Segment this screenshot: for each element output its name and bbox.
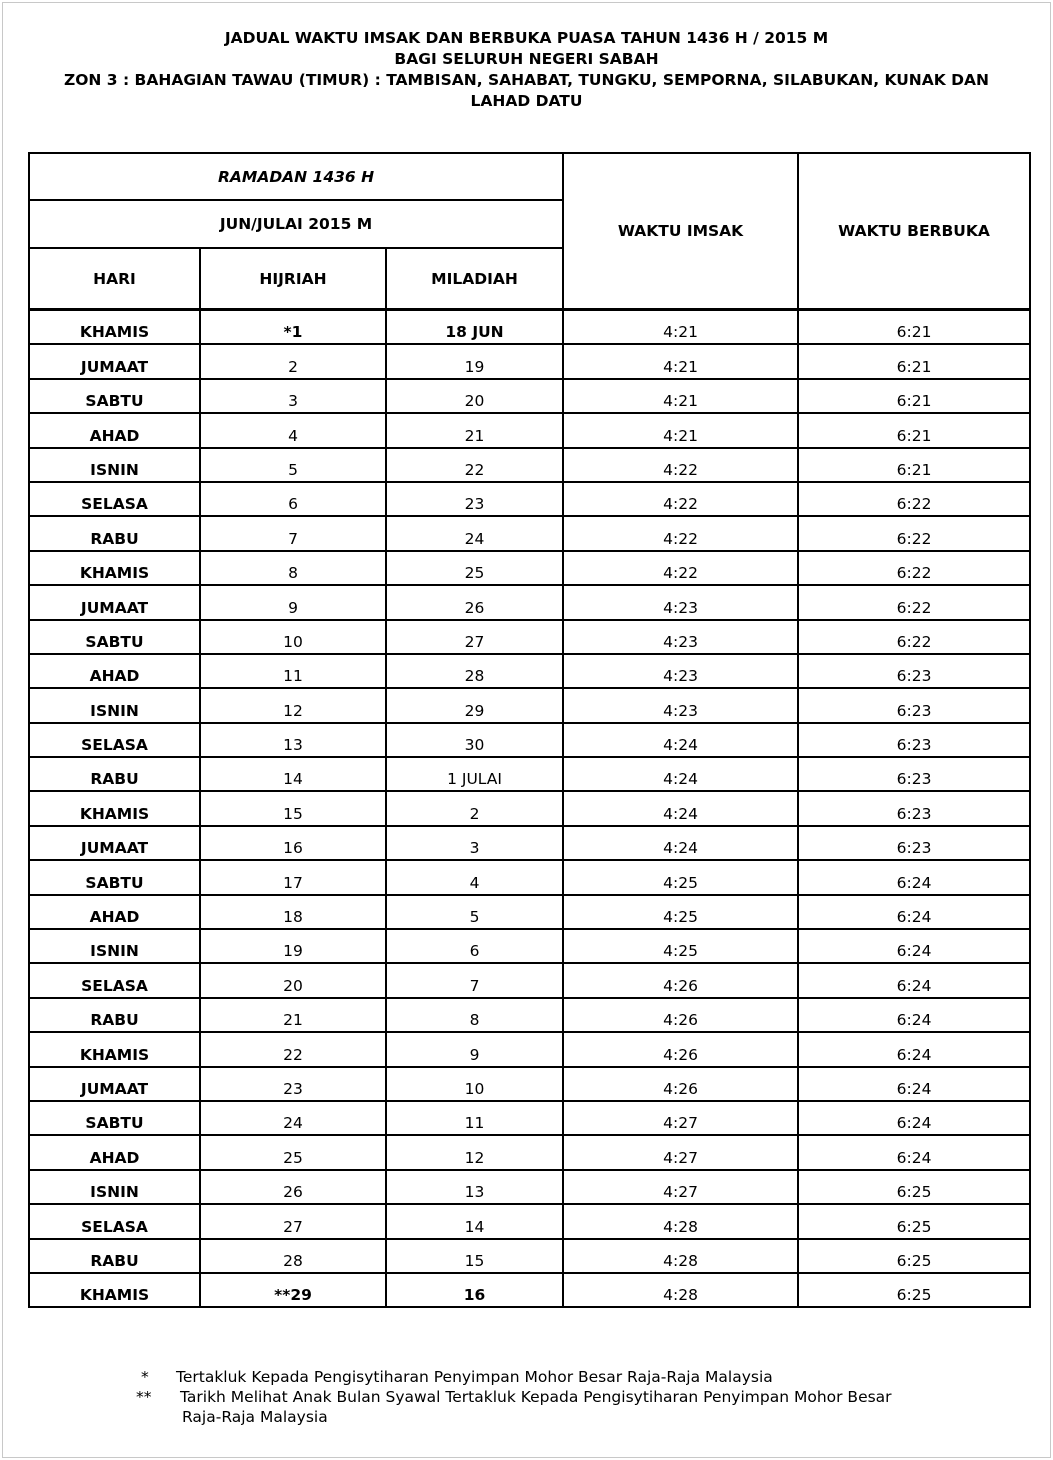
berbuka-time-cell: 6:24 [798,1135,1030,1169]
hari-cell: RABU [29,998,200,1032]
miladiah-cell: 23 [386,482,563,516]
imsak-time-cell: 4:22 [563,482,798,516]
hari-cell: ISNIN [29,929,200,963]
hijriah-cell: 3 [200,379,386,413]
table-row [29,482,1030,516]
imsak-time-cell: 4:21 [563,344,798,378]
miladiah-cell: 15 [386,1239,563,1273]
hari-cell: AHAD [29,895,200,929]
hari-cell: AHAD [29,654,200,688]
berbuka-time-cell: 6:23 [798,826,1030,860]
hijriah-cell: 12 [200,688,386,722]
hijriah-cell: 24 [200,1101,386,1135]
table-row [29,1032,1030,1066]
miladiah-cell: 24 [386,516,563,550]
imsak-time-cell: 4:26 [563,1032,798,1066]
berbuka-time-cell: 6:24 [798,929,1030,963]
table-row [29,1204,1030,1238]
berbuka-time-cell: 6:25 [798,1273,1030,1307]
hari-cell: ISNIN [29,1170,200,1204]
table-row [29,344,1030,378]
imsak-time-cell: 4:24 [563,757,798,791]
hijriah-cell: 25 [200,1135,386,1169]
miladiah-cell: 26 [386,585,563,619]
footnote-2-mark: ** [136,1388,152,1406]
berbuka-time-cell: 6:24 [798,998,1030,1032]
miladiah-cell: 5 [386,895,563,929]
table-row [29,963,1030,997]
hijriah-cell: 5 [200,448,386,482]
imsak-time-cell: 4:24 [563,723,798,757]
hari-cell: KHAMIS [29,310,200,345]
table-row [29,688,1030,722]
hari-cell: SELASA [29,723,200,757]
hari-cell: SABTU [29,1101,200,1135]
miladiah-cell: 2 [386,791,563,825]
hijriah-cell: *1 [200,310,386,345]
table-row [29,757,1030,791]
imsak-time-cell: 4:23 [563,620,798,654]
hijriah-cell: 4 [200,413,386,447]
hari-cell: KHAMIS [29,1032,200,1066]
berbuka-time-cell: 6:23 [798,757,1030,791]
berbuka-time-cell: 6:25 [798,1170,1030,1204]
hijriah-cell: 20 [200,963,386,997]
berbuka-time-cell: 6:23 [798,723,1030,757]
imsak-time-cell: 4:25 [563,895,798,929]
imsak-time-cell: 4:22 [563,551,798,585]
miladiah-cell: 12 [386,1135,563,1169]
hijriah-cell: 7 [200,516,386,550]
table-row [29,620,1030,654]
berbuka-time-cell: 6:21 [798,310,1030,345]
miladiah-cell: 29 [386,688,563,722]
hari-cell: KHAMIS [29,551,200,585]
berbuka-time-cell: 6:24 [798,1032,1030,1066]
hijriah-cell: 9 [200,585,386,619]
imsak-time-cell: 4:27 [563,1135,798,1169]
berbuka-time-cell: 6:22 [798,585,1030,619]
miladiah-cell: 11 [386,1101,563,1135]
hari-cell: SABTU [29,620,200,654]
hari-cell: JUMAAT [29,826,200,860]
berbuka-time-cell: 6:25 [798,1239,1030,1273]
berbuka-time-cell: 6:25 [798,1204,1030,1238]
imsak-time-cell: 4:25 [563,860,798,894]
berbuka-time-cell: 6:22 [798,482,1030,516]
miladiah-cell: 19 [386,344,563,378]
imsak-time-cell: 4:22 [563,516,798,550]
table-row [29,929,1030,963]
imsak-time-cell: 4:27 [563,1101,798,1135]
miladiah-cell: 27 [386,620,563,654]
berbuka-time-cell: 6:21 [798,344,1030,378]
footnote-1 [0,1367,1053,1387]
berbuka-time-cell: 6:24 [798,1067,1030,1101]
miladiah-cell: 18 JUN [386,310,563,345]
footnote-2 [0,1387,1053,1407]
imsak-time-cell: 4:28 [563,1239,798,1273]
ramadan-header: RAMADAN 1436 H [29,153,563,200]
hijriah-cell: 22 [200,1032,386,1066]
berbuka-time-cell: 6:22 [798,620,1030,654]
miladiah-cell: 30 [386,723,563,757]
imsak-time-cell: 4:22 [563,448,798,482]
hari-cell: KHAMIS [29,1273,200,1307]
hijriah-cell: 27 [200,1204,386,1238]
hijriah-cell: 2 [200,344,386,378]
hijriah-cell: 10 [200,620,386,654]
table-row [29,791,1030,825]
berbuka-time-cell: 6:24 [798,895,1030,929]
footnote-1-mark: * [141,1368,149,1386]
table-row [29,516,1030,550]
imsak-column-header: WAKTU IMSAK [563,153,798,310]
hijriah-cell: 28 [200,1239,386,1273]
miladiah-cell: 3 [386,826,563,860]
table-row [29,551,1030,585]
miladiah-cell: 13 [386,1170,563,1204]
imsak-time-cell: 4:24 [563,791,798,825]
hari-cell: KHAMIS [29,791,200,825]
berbuka-time-cell: 6:23 [798,688,1030,722]
hijriah-cell: 6 [200,482,386,516]
hijriah-cell: 18 [200,895,386,929]
imsak-time-cell: 4:28 [563,1273,798,1307]
footnote-2-continued [0,1407,1053,1427]
table-row [29,860,1030,894]
schedule-body [29,310,1030,1308]
imsak-time-cell: 4:26 [563,963,798,997]
miladiah-cell: 4 [386,860,563,894]
title-line-1: JADUAL WAKTU IMSAK DAN BERBUKA PUASA TAHUN 1436 H / 2015 M [224,29,829,47]
hijriah-cell: 19 [200,929,386,963]
imsak-time-cell: 4:24 [563,826,798,860]
miladiah-cell: 9 [386,1032,563,1066]
hari-cell: JUMAAT [29,344,200,378]
table-row [29,310,1030,345]
hijriah-cell: 14 [200,757,386,791]
document-title [0,28,1053,112]
imsak-time-cell: 4:28 [563,1204,798,1238]
hari-cell: AHAD [29,1135,200,1169]
hijriah-cell: 8 [200,551,386,585]
table-row [29,1273,1030,1307]
table-row [29,413,1030,447]
footnote-2-text-continued: Raja-Raja Malaysia [182,1408,328,1426]
miladiah-cell: 14 [386,1204,563,1238]
miladiah-cell: 16 [386,1273,563,1307]
hijriah-cell: 17 [200,860,386,894]
table-row [29,1239,1030,1273]
footnotes [0,1367,1053,1427]
hijriah-cell: 15 [200,791,386,825]
berbuka-time-cell: 6:24 [798,860,1030,894]
imsak-time-cell: 4:27 [563,1170,798,1204]
hari-cell: SABTU [29,860,200,894]
berbuka-time-cell: 6:21 [798,413,1030,447]
miladiah-cell: 1 JULAI [386,757,563,791]
hari-cell: SABTU [29,379,200,413]
miladiah-cell: 28 [386,654,563,688]
hari-cell: JUMAAT [29,585,200,619]
hari-cell: RABU [29,516,200,550]
table-row [29,585,1030,619]
miladiah-column-header: MILADIAH [386,248,563,310]
hari-column-header: HARI [29,248,200,310]
footnote-2-text: Tarikh Melihat Anak Bulan Syawal Tertakluk Kepada Pengisytiharan Penyimpan Mohor Besar [180,1388,892,1406]
miladiah-cell: 22 [386,448,563,482]
miladiah-cell: 6 [386,929,563,963]
imsak-time-cell: 4:25 [563,929,798,963]
hijriah-column-header: HIJRIAH [200,248,386,310]
hijriah-cell: 16 [200,826,386,860]
berbuka-time-cell: 6:23 [798,654,1030,688]
title-line-2: BAGI SELURUH NEGERI SABAH [394,50,659,68]
miladiah-cell: 10 [386,1067,563,1101]
miladiah-cell: 7 [386,963,563,997]
berbuka-time-cell: 6:21 [798,379,1030,413]
month-header: JUN/JULAI 2015 M [29,200,563,248]
table-row [29,1067,1030,1101]
berbuka-time-cell: 6:22 [798,516,1030,550]
berbuka-time-cell: 6:22 [798,551,1030,585]
imsak-time-cell: 4:21 [563,379,798,413]
table-row [29,1135,1030,1169]
berbuka-time-cell: 6:24 [798,963,1030,997]
imsak-time-cell: 4:21 [563,413,798,447]
imsak-time-cell: 4:23 [563,585,798,619]
title-line-4: LAHAD DATU [470,92,583,110]
hari-cell: RABU [29,1239,200,1273]
hari-cell: SELASA [29,963,200,997]
table-row [29,448,1030,482]
hijriah-cell: 13 [200,723,386,757]
table-row [29,723,1030,757]
imsak-berbuka-table [28,152,1031,1308]
title-line-3: ZON 3 : BAHAGIAN TAWAU (TIMUR) : TAMBISAN, SAHABAT, TUNGKU, SEMPORNA, SILABUKAN, KUNAK DAN [63,71,990,89]
imsak-time-cell: 4:26 [563,998,798,1032]
hijriah-cell: 11 [200,654,386,688]
berbuka-time-cell: 6:24 [798,1101,1030,1135]
berbuka-time-cell: 6:21 [798,448,1030,482]
table-row [29,654,1030,688]
miladiah-cell: 25 [386,551,563,585]
imsak-time-cell: 4:23 [563,654,798,688]
imsak-time-cell: 4:26 [563,1067,798,1101]
table-row [29,895,1030,929]
hari-cell: JUMAAT [29,1067,200,1101]
table-row [29,379,1030,413]
table-row [29,998,1030,1032]
hijriah-cell: **29 [200,1273,386,1307]
imsak-time-cell: 4:21 [563,310,798,345]
hijriah-cell: 23 [200,1067,386,1101]
imsak-time-cell: 4:23 [563,688,798,722]
table-row [29,1101,1030,1135]
hari-cell: ISNIN [29,448,200,482]
berbuka-time-cell: 6:23 [798,791,1030,825]
hari-cell: AHAD [29,413,200,447]
hijriah-cell: 21 [200,998,386,1032]
miladiah-cell: 21 [386,413,563,447]
footnote-1-text: Tertakluk Kepada Pengisytiharan Penyimpan Mohor Besar Raja-Raja Malaysia [176,1368,773,1386]
hari-cell: RABU [29,757,200,791]
table-row [29,1170,1030,1204]
hari-cell: ISNIN [29,688,200,722]
miladiah-cell: 20 [386,379,563,413]
hari-cell: SELASA [29,482,200,516]
hari-cell: SELASA [29,1204,200,1238]
miladiah-cell: 8 [386,998,563,1032]
hijriah-cell: 26 [200,1170,386,1204]
table-row [29,826,1030,860]
berbuka-column-header: WAKTU BERBUKA [798,153,1030,310]
